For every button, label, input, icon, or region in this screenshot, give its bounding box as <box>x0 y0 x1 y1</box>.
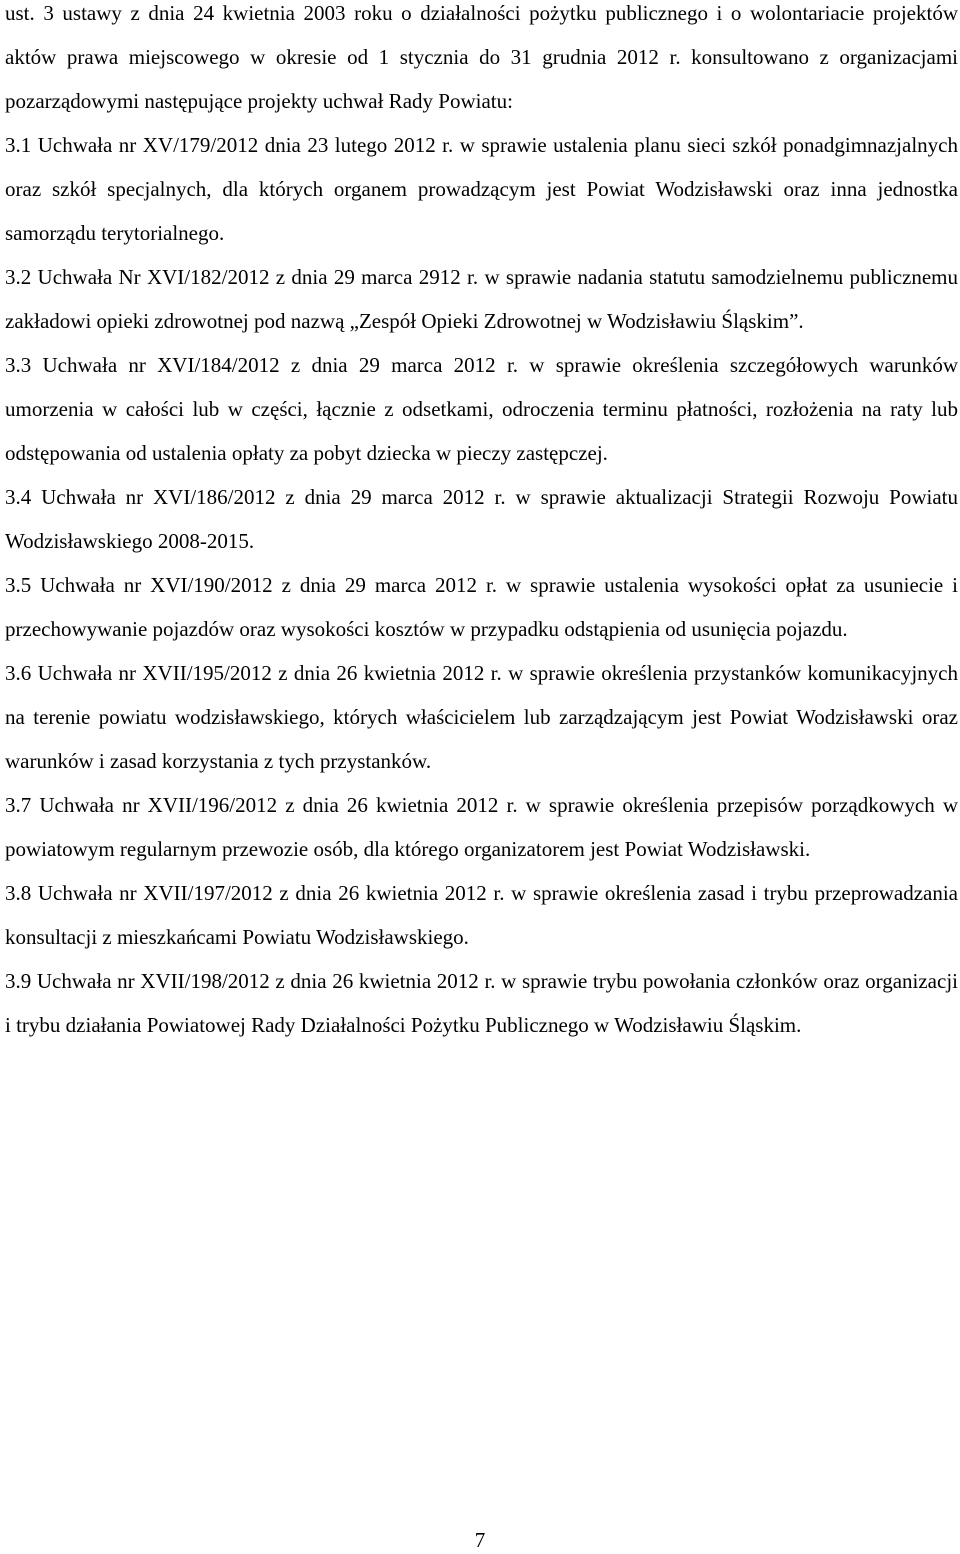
resolution-item-3-2: 3.2 Uchwała Nr XVI/182/2012 z dnia 29 marca 2912 r. w sprawie nadania statutu samodzielnemu publicznemu zakładowi opieki zdrowotnej pod nazwą „Zespół Opieki Zdrowotnej w Wodzisławiu Śląskim”. <box>5 265 958 333</box>
resolution-item-3-6: 3.6 Uchwała nr XVII/195/2012 z dnia 26 kwietnia 2012 r. w sprawie określenia przystanków komunikacyjnych na terenie powiatu wodzisławskiego, których właścicielem lub zarządzającym jest Powiat Wodzisławski oraz warunków i zasad korzystania z tych przystanków. <box>5 661 958 773</box>
resolution-item-3-3: 3.3 Uchwała nr XVI/184/2012 z dnia 29 marca 2012 r. w sprawie określenia szczegółowych warunków umorzenia w całości lub w części, łącznie z odsetkami, odroczenia terminu płatności, rozłożenia na raty lub odstępowania od ustalenia opłaty za pobyt dziecka w pieczy zastępczej. <box>5 353 958 465</box>
intro-paragraph: ust. 3 ustawy z dnia 24 kwietnia 2003 roku o działalności pożytku publicznego i o wolontariacie projektów aktów prawa miejscowego w okresie od 1 stycznia do 31 grudnia 2012 r. konsultowano z organizacjami pozarządowymi następujące projekty uchwał Rady Powiatu: <box>5 1 958 113</box>
resolution-item-3-1: 3.1 Uchwała nr XV/179/2012 dnia 23 lutego 2012 r. w sprawie ustalenia planu sieci szkół ponadgimnazjalnych oraz szkół specjalnych, dla których organem prowadzącym jest Powiat Wodzisławski oraz inna jednostka samorządu terytorialnego. <box>5 133 958 245</box>
document-page <box>5 0 958 1047</box>
resolution-item-3-5: 3.5 Uchwała nr XVI/190/2012 z dnia 29 marca 2012 r. w sprawie ustalenia wysokości opłat za usuniecie i przechowywanie pojazdów oraz wysokości kosztów w przypadku odstąpienia od usunięcia pojazdu. <box>5 573 958 641</box>
resolution-item-3-9: 3.9 Uchwała nr XVII/198/2012 z dnia 26 kwietnia 2012 r. w sprawie trybu powołania członków oraz organizacji i trybu działania Powiatowej Rady Działalności Pożytku Publicznego w Wodzisławiu Śląskim. <box>5 969 958 1037</box>
resolution-item-3-8: 3.8 Uchwała nr XVII/197/2012 z dnia 26 kwietnia 2012 r. w sprawie określenia zasad i trybu przeprowadzania konsultacji z mieszkańcami Powiatu Wodzisławskiego. <box>5 881 958 949</box>
page-number: 7 <box>474 1528 486 1552</box>
resolution-item-3-7: 3.7 Uchwała nr XVII/196/2012 z dnia 26 kwietnia 2012 r. w sprawie określenia przepisów porządkowych w powiatowym regularnym przewozie osób, dla którego organizatorem jest Powiat Wodzisławski. <box>5 793 958 861</box>
resolution-item-3-4: 3.4 Uchwała nr XVI/186/2012 z dnia 29 marca 2012 r. w sprawie aktualizacji Strategii Rozwoju Powiatu Wodzisławskiego 2008-2015. <box>5 485 958 553</box>
